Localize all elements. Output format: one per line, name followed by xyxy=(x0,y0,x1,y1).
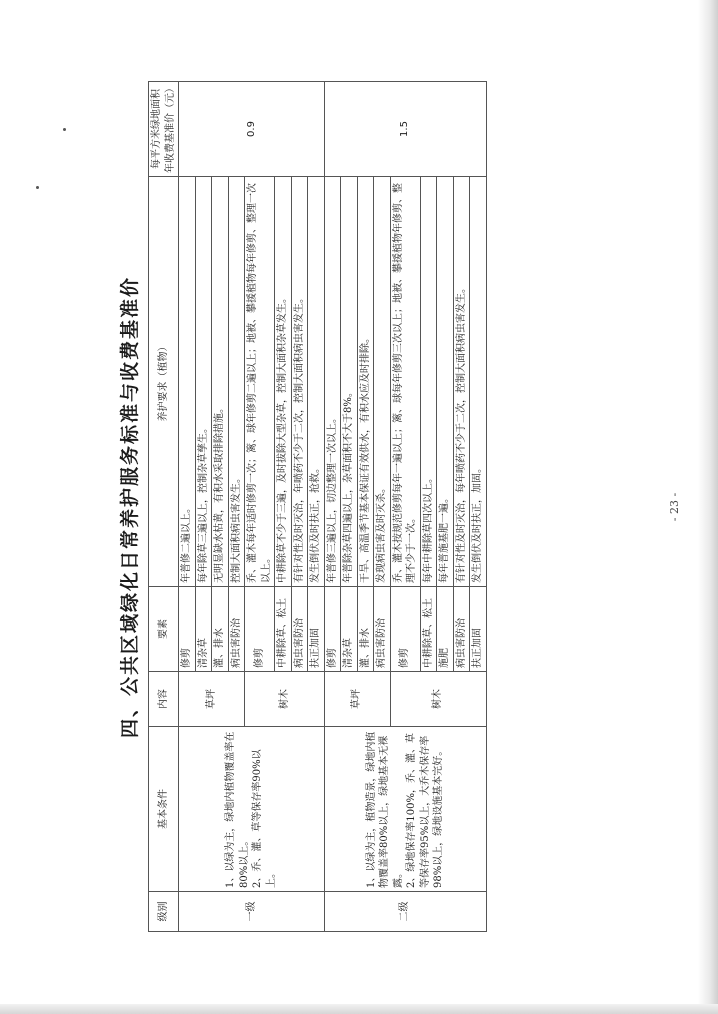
element-cell: 修剪 xyxy=(324,587,341,672)
content-cell: 草坪 xyxy=(324,672,390,727)
requirement-cell: 有针对性及时灭治，每年喷药不少于二次，控制大面积病虫害发生。 xyxy=(453,177,470,587)
requirement-cell: 每年中耕除草四次以上。 xyxy=(420,177,437,587)
requirement-cell: 发现病虫害及时灭杀。 xyxy=(374,177,391,587)
header-level: 级别 xyxy=(149,892,179,932)
header-requirement: 养护要求（植物） xyxy=(149,177,179,587)
page-number: - 23 - xyxy=(668,492,681,522)
requirement-cell: 发生倒伏及时扶正，抢救。 xyxy=(308,177,325,587)
table-row xyxy=(324,82,341,932)
element-cell: 灌、排水 xyxy=(212,587,229,672)
requirement-cell: 年普除杂草四遍以上，杂草面积不大于8%。 xyxy=(341,177,358,587)
requirement-cell: 发生倒伏及时扶正，加固。 xyxy=(470,177,487,587)
requirement-cell: 控制大面积病虫害发生。 xyxy=(228,177,245,587)
element-cell: 修剪 xyxy=(390,587,420,672)
element-cell: 修剪 xyxy=(245,587,275,672)
basic-conditions-cell: 1、以绿为主，绿地内植物覆盖率在80%以上。 2、乔、灌、草等保存率90%以上。 xyxy=(179,727,325,892)
header-content: 内容 xyxy=(149,672,179,727)
element-cell: 病虫害防治 xyxy=(291,587,308,672)
header-basic-conditions: 基本条件 xyxy=(149,727,179,892)
price-cell: 1.5 xyxy=(324,82,486,177)
requirement-cell: 每年除草三遍以上，控制杂草孳生。 xyxy=(195,177,212,587)
content-cell: 树木 xyxy=(245,672,325,727)
element-cell: 病虫害防治 xyxy=(228,587,245,672)
element-cell: 清杂草 xyxy=(341,587,358,672)
requirement-cell: 中耕除草不少于三遍，及时拔除大型杂草，控制大面积杂草发生。 xyxy=(275,177,292,587)
content-cell: 树木 xyxy=(390,672,486,727)
element-cell: 施肥 xyxy=(437,587,454,672)
level-cell: 一级 xyxy=(179,892,325,932)
requirement-cell: 干旱、高温季节基本保证有效供水，有积水应及时排除。 xyxy=(357,177,374,587)
standards-table xyxy=(148,81,487,932)
content-cell: 草坪 xyxy=(179,672,245,727)
header-row xyxy=(149,82,179,932)
basic-conditions-cell: 1、以绿为主，植物造景，绿地内植物覆盖率80%以上，绿地基本无裸露。 2、绿地保存率100%，乔、灌、草等保存率95%以上，大乔木保存率98%以上，绿地设施基本完好。 xyxy=(324,727,486,892)
element-cell: 中耕除草、松土 xyxy=(275,587,292,672)
element-cell: 扶正加固 xyxy=(470,587,487,672)
header-element: 要素 xyxy=(149,587,179,672)
element-cell: 扶正加固 xyxy=(308,587,325,672)
requirement-cell: 有针对性及时灭治，年喷药不少于二次，控制大面积病虫害发生。 xyxy=(291,177,308,587)
requirement-cell: 无明显缺水枯黄，有积水采取排除措施。 xyxy=(212,177,229,587)
element-cell: 灌、排水 xyxy=(357,587,374,672)
header-price: 每平方米绿地面积年收费基准价（元） xyxy=(149,82,179,177)
page-title: 四、公共区域绿化日常养护服务标准与收费基准价 xyxy=(119,276,141,739)
requirement-cell: 乔、灌木每年适时修剪一次；篱、球年修剪二遍以上；地被、攀援植物每年修剪、整理一次以上。 xyxy=(245,177,275,587)
requirement-cell: 乔、灌木按规范修剪每年一遍以上；篱、球每年修剪三次以上；地被、攀援植物年修剪、整理不少于一次。 xyxy=(390,177,420,587)
element-cell: 病虫害防治 xyxy=(374,587,391,672)
element-cell: 病虫害防治 xyxy=(453,587,470,672)
price-cell: 0.9 xyxy=(179,82,325,177)
table-row xyxy=(179,82,196,932)
requirement-cell: 年普修三遍以上，切边整理一次以上。 xyxy=(324,177,341,587)
requirement-cell: 每年普施基肥一遍。 xyxy=(437,177,454,587)
level-cell: 二级 xyxy=(324,892,486,932)
requirement-cell: 年普修二遍以上。 xyxy=(179,177,196,587)
element-cell: 清杂草 xyxy=(195,587,212,672)
element-cell: 修剪 xyxy=(179,587,196,672)
element-cell: 中耕除草、松土 xyxy=(420,587,437,672)
